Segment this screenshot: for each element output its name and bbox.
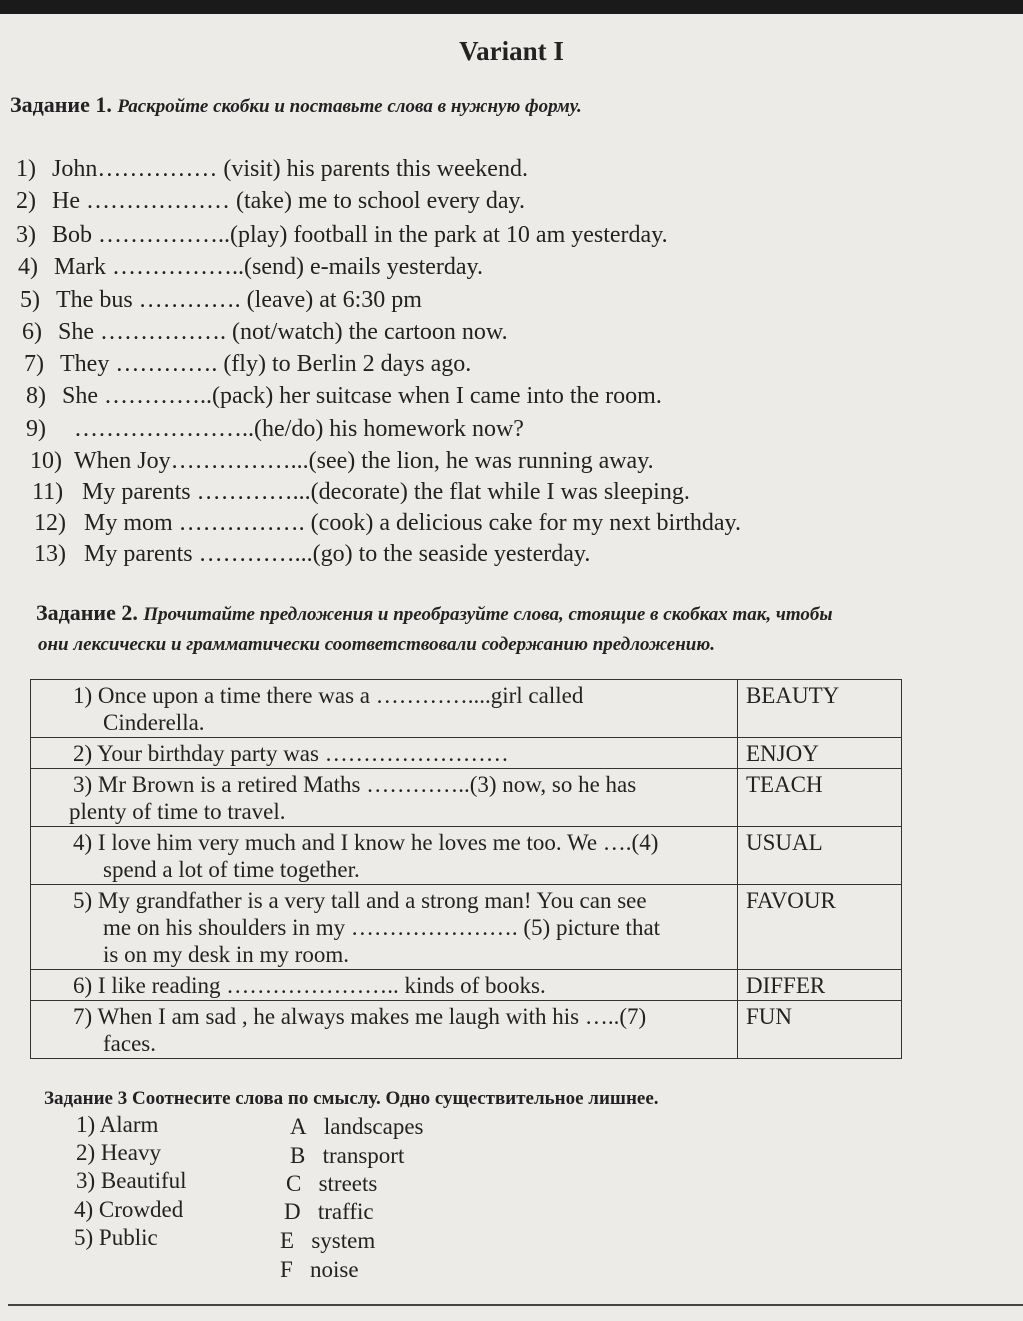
- table-row: [31, 680, 902, 738]
- table-row: [31, 970, 902, 1001]
- word-cell: DIFFER: [737, 970, 901, 1001]
- word-cell: ENJOY: [737, 738, 901, 769]
- task1-item: 3) Bob ……………..(play) football in the park at 10 am yesterday.: [16, 222, 668, 248]
- list-item: 2) Heavy: [76, 1140, 161, 1165]
- task1-item: 6) She ……………. (not/watch) the cartoon now.: [22, 319, 508, 345]
- task1-item: 5) The bus …………. (leave) at 6:30 pm: [20, 287, 422, 313]
- task1-label: Задание 1.: [10, 92, 112, 117]
- list-item: 4) Crowded: [74, 1197, 184, 1222]
- task1-item-text: My mom ……………. (cook) a delicious cake for my next birthday.: [84, 510, 741, 536]
- task2-table: [30, 679, 902, 1059]
- task1-item-text: When Joy……………...(see) the lion, he was running away.: [74, 448, 654, 474]
- list-item: 1) Alarm: [76, 1112, 159, 1137]
- task2-instruction-line1: Прочитайте предложения и преобразуйте слова, стоящие в скобках так, чтобы: [143, 604, 833, 625]
- task1-item-text: John…………… (visit) his parents this weekend.: [52, 156, 528, 182]
- word-cell: BEAUTY: [737, 680, 901, 738]
- task2-heading: [36, 600, 833, 626]
- list-item: B transport: [290, 1143, 405, 1168]
- task3-instruction: Соотнесите слова по смыслу. Одно существительное лишнее.: [131, 1088, 659, 1109]
- sentence-cell: 3) Mr Brown is a retired Maths …………..(3) now, so he has plenty of time to travel.: [31, 769, 738, 827]
- table-row: [31, 827, 902, 885]
- list-item: 3) Beautiful: [76, 1168, 187, 1193]
- task1-item-text: She …………..(pack) her suitcase when I came into the room.: [62, 383, 662, 409]
- table-row: [31, 769, 902, 827]
- task1-item: 12) My mom ……………. (cook) a delicious cake for my next birthday.: [34, 510, 741, 536]
- list-item: A landscapes: [290, 1114, 424, 1139]
- list-item: F noise: [280, 1257, 359, 1282]
- task1-item-text: My parents …………...(decorate) the flat while I was sleeping.: [82, 479, 690, 505]
- word-cell: USUAL: [737, 827, 901, 885]
- worksheet-page: [0, 14, 1023, 1321]
- task1-item-text: She ……………. (not/watch) the cartoon now.: [58, 319, 508, 345]
- task2-label: Задание 2.: [36, 600, 138, 625]
- task1-item: 2) He ……………… (take) me to school every day.: [16, 188, 525, 214]
- task1-item: 7) They …………. (fly) to Berlin 2 days ago.: [24, 351, 472, 377]
- task1-item: 8) She …………..(pack) her suitcase when I came into the room.: [26, 383, 662, 409]
- word-cell: FAVOUR: [737, 885, 901, 970]
- task1-item-text: The bus …………. (leave) at 6:30 pm: [56, 287, 422, 313]
- list-item: C streets: [286, 1171, 378, 1196]
- task1-item: 10) When Joy……………...(see) the lion, he was running away.: [30, 448, 654, 474]
- table-row: [31, 885, 902, 970]
- task1-item-text: My parents …………...(go) to the seaside yesterday.: [84, 541, 591, 567]
- task1-item-text: Mark ……………..(send) e-mails yesterday.: [54, 254, 483, 280]
- task1-heading: [10, 92, 582, 118]
- task1-item: 13) My parents …………...(go) to the seaside yesterday.: [34, 541, 591, 567]
- task1-item: 11) My parents …………...(decorate) the flat while I was sleeping.: [32, 479, 690, 505]
- bottom-divider: [8, 1304, 1023, 1306]
- task1-instruction: Раскройте скобки и поставьте слова в нужную форму.: [117, 96, 582, 117]
- task1-item: 4) Mark ……………..(send) e-mails yesterday.: [18, 254, 483, 280]
- word-cell: FUN: [737, 1001, 901, 1059]
- task1-item-text: They …………. (fly) to Berlin 2 days ago.: [60, 351, 472, 377]
- word-cell: TEACH: [737, 769, 901, 827]
- sentence-cell: 7) When I am sad , he always makes me laugh with his …..(7) faces.: [31, 1001, 738, 1059]
- page-title: Variant I: [459, 36, 564, 66]
- sentence-cell: 6) I like reading ………………….. kinds of books.: [31, 970, 738, 1001]
- list-item: D traffic: [284, 1199, 374, 1224]
- task1-item-text: Bob ……………..(play) football in the park at 10 am yesterday.: [52, 222, 668, 248]
- sentence-cell: 5) My grandfather is a very tall and a strong man! You can see me on his shoulders in my …………………. (5) picture that is on my desk in my room.: [31, 885, 738, 970]
- list-item: E system: [280, 1228, 376, 1253]
- table-row: [31, 738, 902, 769]
- task1-item-text: …………………..(he/do) his homework now?: [74, 416, 524, 442]
- table-row: [31, 1001, 902, 1059]
- task2-instruction-wrap: [38, 630, 715, 656]
- task1-item: 1) John…………… (visit) his parents this weekend.: [16, 156, 528, 182]
- task1-item: 9) …………………..(he/do) his homework now?: [26, 416, 524, 442]
- sentence-cell: 2) Your birthday party was ……………………: [31, 738, 738, 769]
- sentence-cell: 4) I love him very much and I know he loves me too. We ….(4) spend a lot of time together.: [31, 827, 738, 885]
- task1-item-text: He ……………… (take) me to school every day.: [52, 188, 525, 214]
- sentence-cell: 1) Once upon a time there was a …………....girl called Cinderella.: [31, 680, 738, 738]
- list-item: 5) Public: [74, 1225, 158, 1250]
- task3-label: Задание 3: [44, 1088, 128, 1109]
- task3-heading: [44, 1088, 659, 1110]
- task2-instruction-line2: они лексически и грамматически соответствовали содержанию предложению.: [38, 634, 715, 655]
